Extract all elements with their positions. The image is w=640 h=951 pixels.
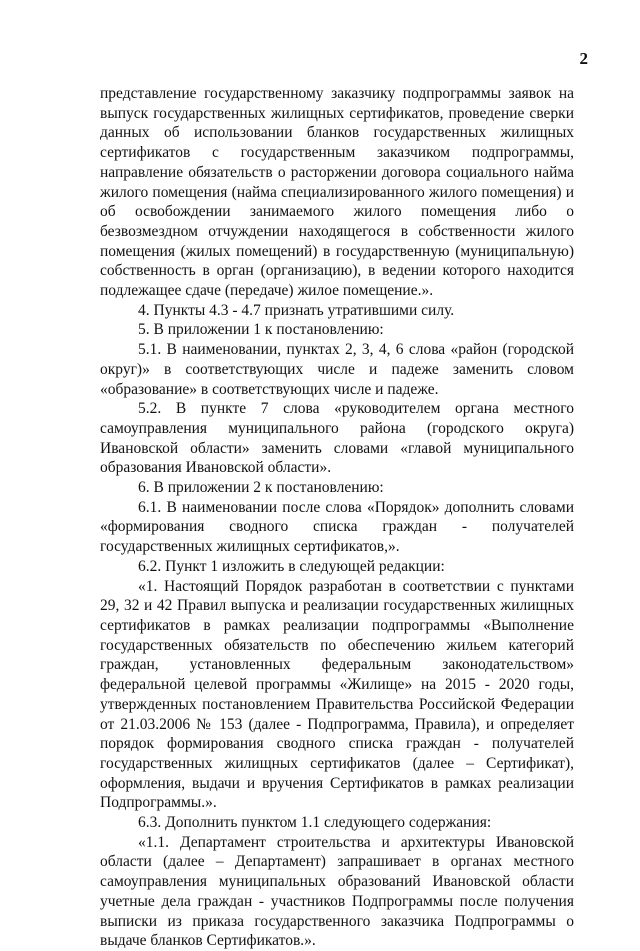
page-number: 2 (579, 49, 588, 68)
paragraph-item-6: 6. В приложении 2 к постановлению: (138, 479, 384, 497)
paragraph-quote-1: «1. Настоящий Порядок разработан в соответствии с пунктами 29, 32 и 42 Правил выпуска и реализации государственных жилищных сертификатов в рамках реализации подпрограммы «Выполнение государственных обязательств по обеспечению жильем категорий граждан, установленных федеральным законодательством» федеральной целевой программы «Жилище» на 2015 - 2020 годы, утвержденных постановлением Правительства Российской Федерации от 21.03.2006 № 153 (далее - Подпрограмма, Правила), и определяет порядок формирования сводного списка граждан - получателей государственных жилищных сертификатов (далее – Сертификат), оформления, выдачи и вручения Сертификатов в рамках реализации Подпрограммы.». (100, 577, 574, 812)
paragraph-quote-1-1: «1.1. Департамент строительства и архитектуры Ивановской области (далее – Департамент) запрашивает в органах местного самоуправления муниципальных образований Ивановской области учетные дела граждан - участников Подпрограммы после получения выписки из приказа государственного заказчика Подпрограммы о выдаче бланков Сертификатов.». (100, 833, 574, 950)
paragraph-continuation: представление государственному заказчику подпрограммы заявок на выпуск государственных жилищных сертификатов, проведение сверки данных об использовании бланков государственных жилищных сертификатов с государственным заказчиком подпрограммы, направление обязательств о расторжении договора социального найма жилого помещения (найма специализированного жилого помещения) и об освобождении занимаемого жилого помещения либо о безвозмездном отчуждении находящегося в собственности жилого помещения (жилых помещений) в государственную (муниципальную) собственность в орган (организацию), в ведении которого находится подлежащее сдаче (передаче) жилое помещение.». (100, 85, 574, 300)
paragraph-item-6-2: 6.2. Пункт 1 изложить в следующей редакции: (138, 557, 445, 575)
paragraph-item-6-3: 6.3. Дополнить пунктом 1.1 следующего содержания: (138, 814, 492, 832)
document-body (100, 84, 574, 951)
paragraph-item-5-1: 5.1. В наименовании, пунктах 2, 3, 4, 6 слова «район (городской округ)» в соответствующих числе и падеже заменить словом «образование» в соответствующих числе и падеже. (100, 341, 574, 398)
paragraph-item-5: 5. В приложении 1 к постановлению: (138, 321, 384, 339)
paragraph-item-5-2: 5.2. В пункте 7 слова «руководителем органа местного самоуправления муниципального района (городского округа) Ивановской области» заменить словами «главой муниципального образования Ивановской области». (100, 400, 574, 477)
paragraph-item-4: 4. Пункты 4.3 - 4.7 признать утратившими силу. (138, 301, 455, 319)
paragraph-item-6-1: 6.1. В наименовании после слова «Порядок» дополнить словами «формирования сводного списка граждан - получателей государственных жилищных сертификатов,». (100, 498, 574, 556)
